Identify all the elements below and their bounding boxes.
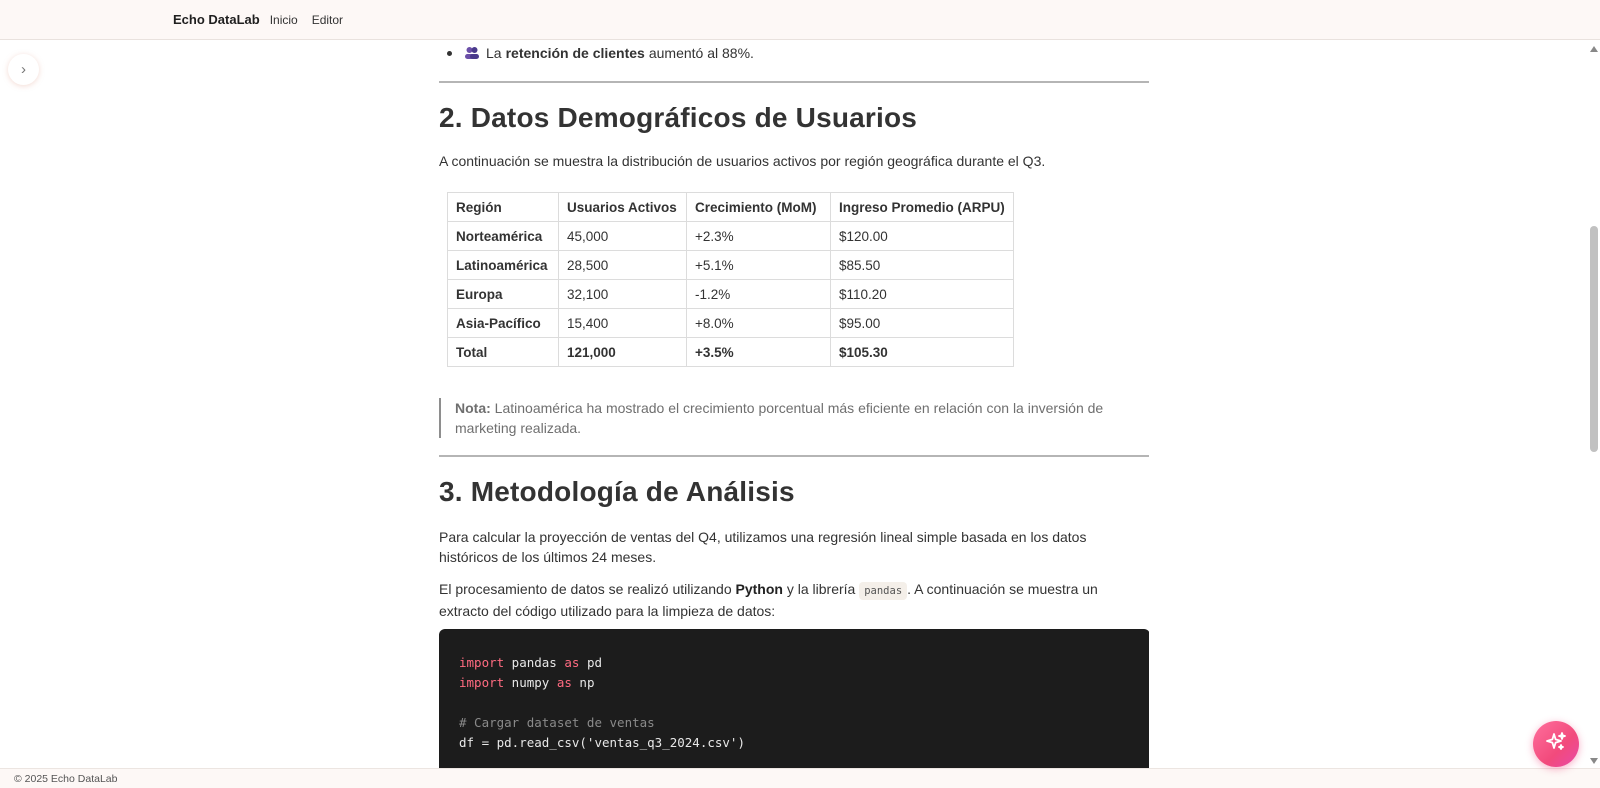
code-line: df = pd.read_csv('ventas_q3_2024.csv') bbox=[459, 735, 745, 750]
top-navbar bbox=[0, 0, 1600, 40]
sidebar-toggle-button[interactable] bbox=[8, 54, 39, 85]
bullet-dot bbox=[447, 51, 452, 56]
sparkles-icon bbox=[1544, 730, 1568, 759]
table-cell: +2.3% bbox=[687, 222, 831, 251]
section-heading-demographics: 2. Datos Demográficos de Usuarios bbox=[439, 102, 918, 133]
footer-copyright: © 2025 Echo DataLab bbox=[14, 772, 118, 785]
table-cell: 28,500 bbox=[559, 251, 687, 280]
table-row bbox=[448, 309, 1014, 338]
bullet-prefix: La bbox=[486, 45, 502, 61]
table-cell: $95.00 bbox=[831, 309, 1014, 338]
code-block[interactable] bbox=[439, 629, 1149, 768]
table-cell-region: Latinoamérica bbox=[448, 251, 559, 280]
table-cell: 15,400 bbox=[559, 309, 687, 338]
horizontal-divider bbox=[439, 81, 1149, 83]
bullet-bold-text: retención de clientes bbox=[505, 45, 645, 61]
table-cell-region: Norteamérica bbox=[448, 222, 559, 251]
brand-logo-text[interactable]: Echo DataLab bbox=[173, 12, 260, 27]
list-item bbox=[447, 45, 754, 61]
table-cell: 32,100 bbox=[559, 280, 687, 309]
chevron-right-icon: › bbox=[21, 61, 26, 78]
scroll-down-arrow-icon[interactable] bbox=[1590, 758, 1598, 764]
scroll-up-arrow-icon[interactable] bbox=[1590, 46, 1598, 52]
para-text: El procesamiento de datos se realizó utilizando bbox=[439, 581, 732, 597]
table-cell: +5.1% bbox=[687, 251, 831, 280]
note-label: Nota: bbox=[455, 400, 491, 416]
table-cell: +8.0% bbox=[687, 309, 831, 338]
document-content bbox=[439, 40, 1149, 768]
table-row bbox=[448, 251, 1014, 280]
ai-assistant-button[interactable] bbox=[1533, 721, 1579, 767]
note-text: Latinoamérica ha mostrado el crecimiento porcentual más eficiente en relación con la inversión de marketing realizada. bbox=[455, 400, 1104, 436]
inline-code-pandas: pandas bbox=[859, 582, 907, 600]
footer bbox=[0, 768, 1600, 788]
nav-link-editor[interactable]: Editor bbox=[311, 12, 344, 27]
table-header-cell: Ingreso Promedio (ARPU) bbox=[831, 193, 1014, 222]
table-row bbox=[448, 222, 1014, 251]
table-cell-region: Total bbox=[448, 338, 559, 367]
note-blockquote bbox=[439, 398, 1149, 438]
demographics-table bbox=[447, 192, 1014, 367]
table-cell: $110.20 bbox=[831, 280, 1014, 309]
code-line: import pandas as pd bbox=[459, 655, 603, 670]
table-header-cell: Región bbox=[448, 193, 559, 222]
horizontal-divider bbox=[439, 455, 1149, 457]
table-cell: $85.50 bbox=[831, 251, 1014, 280]
table-cell: 45,000 bbox=[559, 222, 687, 251]
table-row-total bbox=[448, 338, 1014, 367]
table-cell: $120.00 bbox=[831, 222, 1014, 251]
table-cell: $105.30 bbox=[831, 338, 1014, 367]
table-row bbox=[448, 280, 1014, 309]
bullet-suffix: aumentó al 88%. bbox=[648, 45, 754, 61]
code-comment: # Cargar dataset de ventas bbox=[459, 715, 655, 730]
table-cell: +3.5% bbox=[687, 338, 831, 367]
section-heading-methodology: 3. Metodología de Análisis bbox=[439, 476, 795, 507]
para-text: y la librería bbox=[786, 581, 856, 597]
table-cell-region: Asia-Pacífico bbox=[448, 309, 559, 338]
processing-paragraph bbox=[439, 579, 1129, 621]
scrollbar-thumb[interactable] bbox=[1590, 226, 1598, 452]
table-cell-region: Europa bbox=[448, 280, 559, 309]
methodology-paragraph: Para calcular la proyección de ventas del Q4, utilizamos una regresión lineal simple basada en los datos históricos de los últimos 24 meses. bbox=[439, 529, 1087, 565]
para-text: . A continuación se muestra un extracto del código utilizado para la limpieza de datos: bbox=[439, 581, 1098, 619]
people-icon bbox=[464, 46, 480, 60]
python-bold: Python bbox=[735, 581, 783, 597]
table-header-cell: Usuarios Activos bbox=[559, 193, 687, 222]
vertical-scrollbar[interactable] bbox=[1588, 40, 1600, 768]
table-cell: 121,000 bbox=[559, 338, 687, 367]
nav-link-inicio[interactable]: Inicio bbox=[269, 12, 298, 27]
code-line-blank bbox=[459, 693, 1130, 713]
table-header-cell: Crecimiento (MoM) bbox=[687, 193, 831, 222]
table-header-row bbox=[448, 193, 1014, 222]
code-line: import numpy as np bbox=[459, 675, 595, 690]
section-intro: A continuación se muestra la distribución de usuarios activos por región geográfica durante el Q3. bbox=[439, 153, 1046, 169]
table-cell: -1.2% bbox=[687, 280, 831, 309]
